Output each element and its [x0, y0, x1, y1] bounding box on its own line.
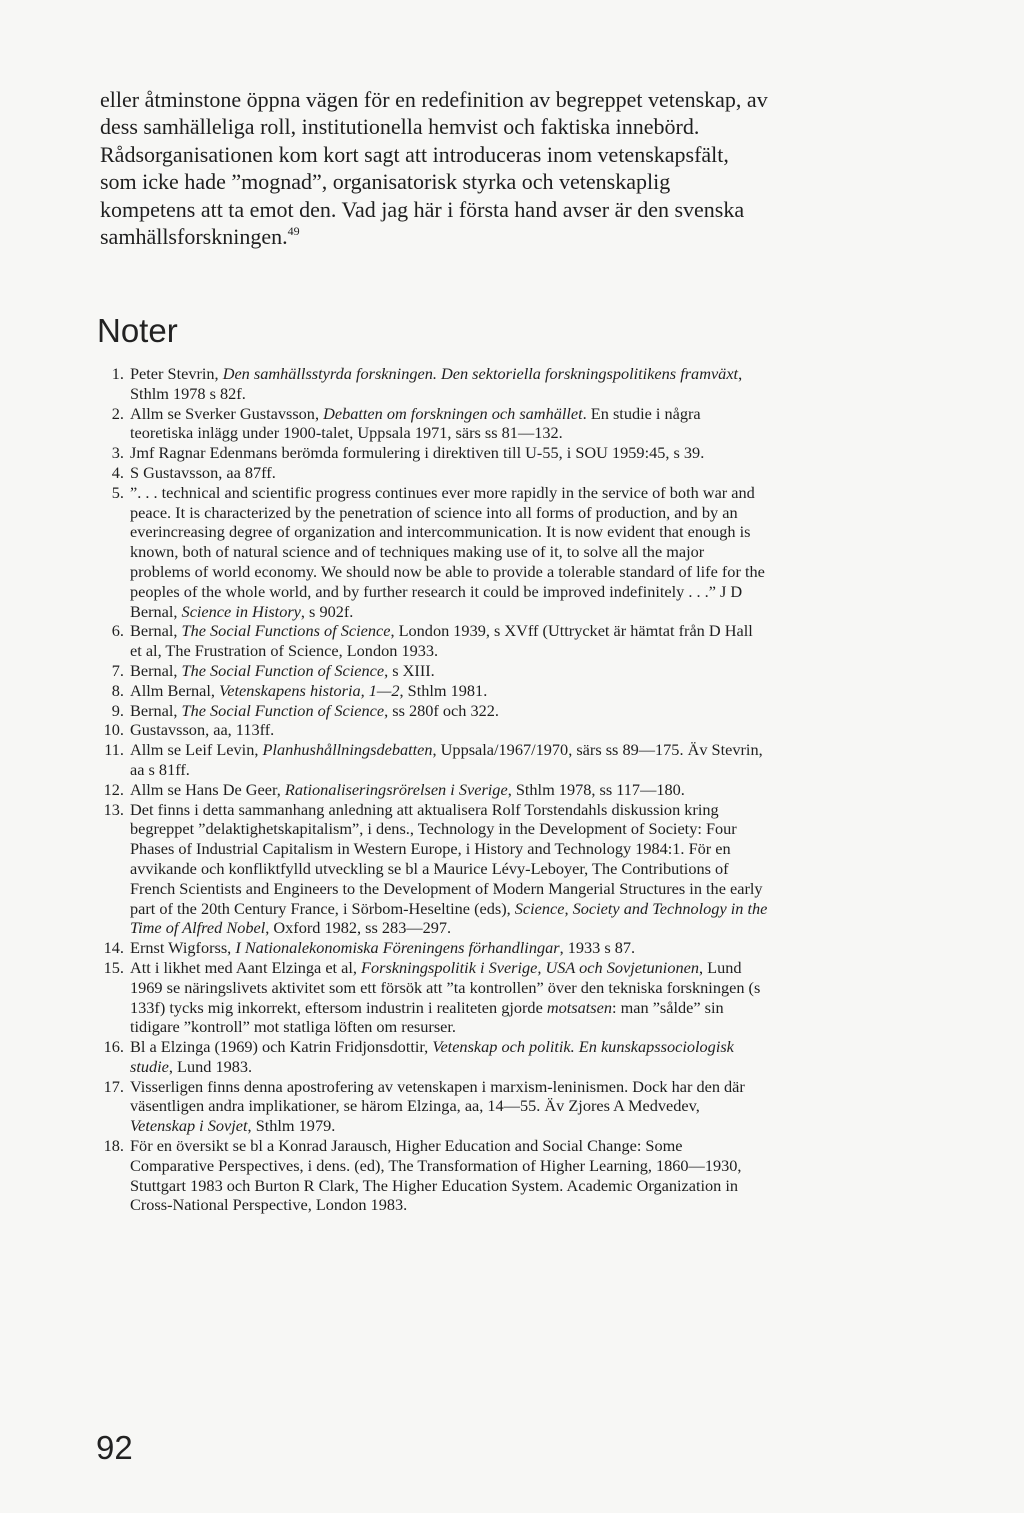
note-item [96, 720, 768, 740]
note-item [96, 661, 768, 681]
note-number: 13. [103, 799, 124, 819]
note-text: Bernal, The Social Function of Science, s XIII. [130, 660, 435, 680]
note-text: Det finns i detta sammanhang anledning att aktualisera Rolf Torstendahls diskussion kring begreppet ”delaktighetskapitalism”, i dens., Technology in the Development of Society: Four Phases of Industrial Capitalism in Western Europe, i History and Technology 1984:1. För en avvikande och konfliktfylld utveckling se bl a Maurice Lévy-Leboyer, The Contributions of French Scientists and Engineers to the Development of Modern Mangerial Structures in the early part of the 20th Century France, i Sörbom-Heseltine (eds), Science, Society and Technology in the Time of Alfred Nobel, Oxford 1982, ss 283—297. [130, 799, 768, 938]
note-text: Bernal, The Social Function of Science, ss 280f och 322. [130, 700, 499, 720]
note-number: 6. [111, 621, 124, 641]
note-item [96, 681, 768, 701]
notes-list [96, 364, 768, 1215]
note-number: 3. [111, 443, 124, 463]
note-number: 12. [103, 779, 124, 799]
note-item [96, 1136, 768, 1215]
note-text: Allm se Hans De Geer, Rationaliseringsrörelsen i Sverige, Sthlm 1978, ss 117—180. [130, 779, 685, 799]
note-number: 4. [111, 462, 124, 482]
note-text: För en översikt se bl a Konrad Jarausch, Higher Education and Social Change: Some Comparative Perspectives, i dens. (ed), The Transformation of Higher Learning, 1860—1930, Stuttgart 1983 och Burton R Clark, The Higher Education System. Academic Organization in Cross-National Perspective, London 1983. [130, 1136, 742, 1215]
note-item [96, 740, 768, 780]
note-item [96, 958, 768, 1037]
intro-text: eller åtminstone öppna vägen för en redefinition av begreppet vetenskap, av dess samhälleliga roll, institutionella hemvist och faktiska innebörd. Rådsorganisationen kom kort sagt att introduceras inom vetenskapsfält, som icke hade ”mognad”, organisatorisk styrka och vetenskaplig kompetens att ta emot den. Vad jag här i första hand avser är den svenska samhällsforskningen. [100, 87, 768, 250]
note-number: 17. [103, 1076, 124, 1096]
note-text: ”. . . technical and scientific progress continues ever more rapidly in the service of both war and peace. It is characterized by the penetration of science into all forms of production, and by an everincreasing degree of organization and intercommunication. It is now evident that enough is known, both of natural science and of techniques making use of it, to solve all the major problems of world economy. We should now be able to provide a tolerable standard of life for the peoples of the whole world, and by further research it could be improved indefinitely . . .” J D Bernal, Science in History, s 902f. [130, 482, 765, 621]
note-number: 11. [104, 740, 124, 760]
page-number: 92 [96, 1429, 133, 1466]
notes-heading: Noter [97, 312, 178, 349]
note-text: Bl a Elzinga (1969) och Katrin Fridjonsdottir, Vetenskap och politik. En kunskapssociologisk studie, Lund 1983. [130, 1037, 734, 1076]
note-item [96, 800, 768, 939]
note-number: 10. [103, 720, 124, 740]
note-item [96, 364, 768, 404]
note-text: Allm Bernal, Vetenskapens historia, 1—2, Sthlm 1981. [130, 680, 488, 700]
note-text: Bernal, The Social Functions of Science, London 1939, s XVff (Uttrycket är hämtat från D Hall et al, The Frustration of Science, London 1933. [130, 621, 753, 661]
note-number: 1. [111, 364, 124, 383]
note-text: Gustavsson, aa, 113ff. [130, 720, 275, 740]
note-number: 16. [103, 1037, 124, 1057]
note-number: 8. [111, 680, 124, 700]
note-number: 2. [111, 403, 124, 423]
note-item [96, 483, 768, 622]
note-text: Jmf Ragnar Edenmans berömda formulering i direktiven till U-55, i SOU 1959:45, s 39. [130, 443, 705, 463]
footnote-ref: 49 [287, 224, 300, 239]
note-item [96, 443, 768, 463]
note-item [96, 701, 768, 721]
note-item [96, 1037, 768, 1077]
note-item [96, 404, 768, 444]
note-number: 18. [103, 1136, 124, 1156]
note-item [96, 621, 768, 661]
note-item [96, 463, 768, 483]
note-text: Allm se Leif Levin, Planhushållningsdebatten, Uppsala/1967/1970, särs ss 89—175. Äv Stevrin, aa s 81ff. [130, 740, 763, 779]
note-text: S Gustavsson, aa 87ff. [130, 462, 276, 482]
intro-paragraph [100, 86, 768, 250]
note-text: Ernst Wigforss, I Nationalekonomiska Föreningens förhandlingar, 1933 s 87. [130, 938, 636, 958]
note-text: Peter Stevrin, Den samhällsstyrda forskningen. Den sektoriella forskningspolitikens framväxt, Sthlm 1978 s 82f. [130, 364, 743, 403]
note-text: Att i likhet med Aant Elzinga et al, Forskningspolitik i Sverige, USA och Sovjetunionen, Lund 1969 se näringslivets aktivitet som ett försök att ”ta kontrollen” över den tekniska forskningen (s 133f) tycks mig inkorrekt, eftersom industrin i realiteten gjorde motsatsen: man ”sålde” sin tidigare ”kontroll” mot statliga löften om resurser. [130, 957, 761, 1037]
note-item [96, 1077, 768, 1136]
note-number: 5. [111, 482, 124, 502]
note-number: 7. [111, 660, 124, 680]
note-item [96, 780, 768, 800]
note-text: Allm se Sverker Gustavsson, Debatten om forskningen och samhället. En studie i några teoretiska inlägg under 1900-talet, Uppsala 1971, särs ss 81—132. [130, 403, 701, 443]
note-item [96, 938, 768, 958]
note-number: 15. [103, 957, 124, 977]
note-text: Visserligen finns denna apostrofering av vetenskapen i marxism-leninismen. Dock har den där väsentligen andra implikationer, se härom Elzinga, aa, 14—55. Äv Zjores A Medvedev, Vetenskap i Sovjet, Sthlm 1979. [130, 1076, 745, 1136]
note-number: 14. [103, 938, 124, 958]
note-number: 9. [111, 700, 124, 720]
